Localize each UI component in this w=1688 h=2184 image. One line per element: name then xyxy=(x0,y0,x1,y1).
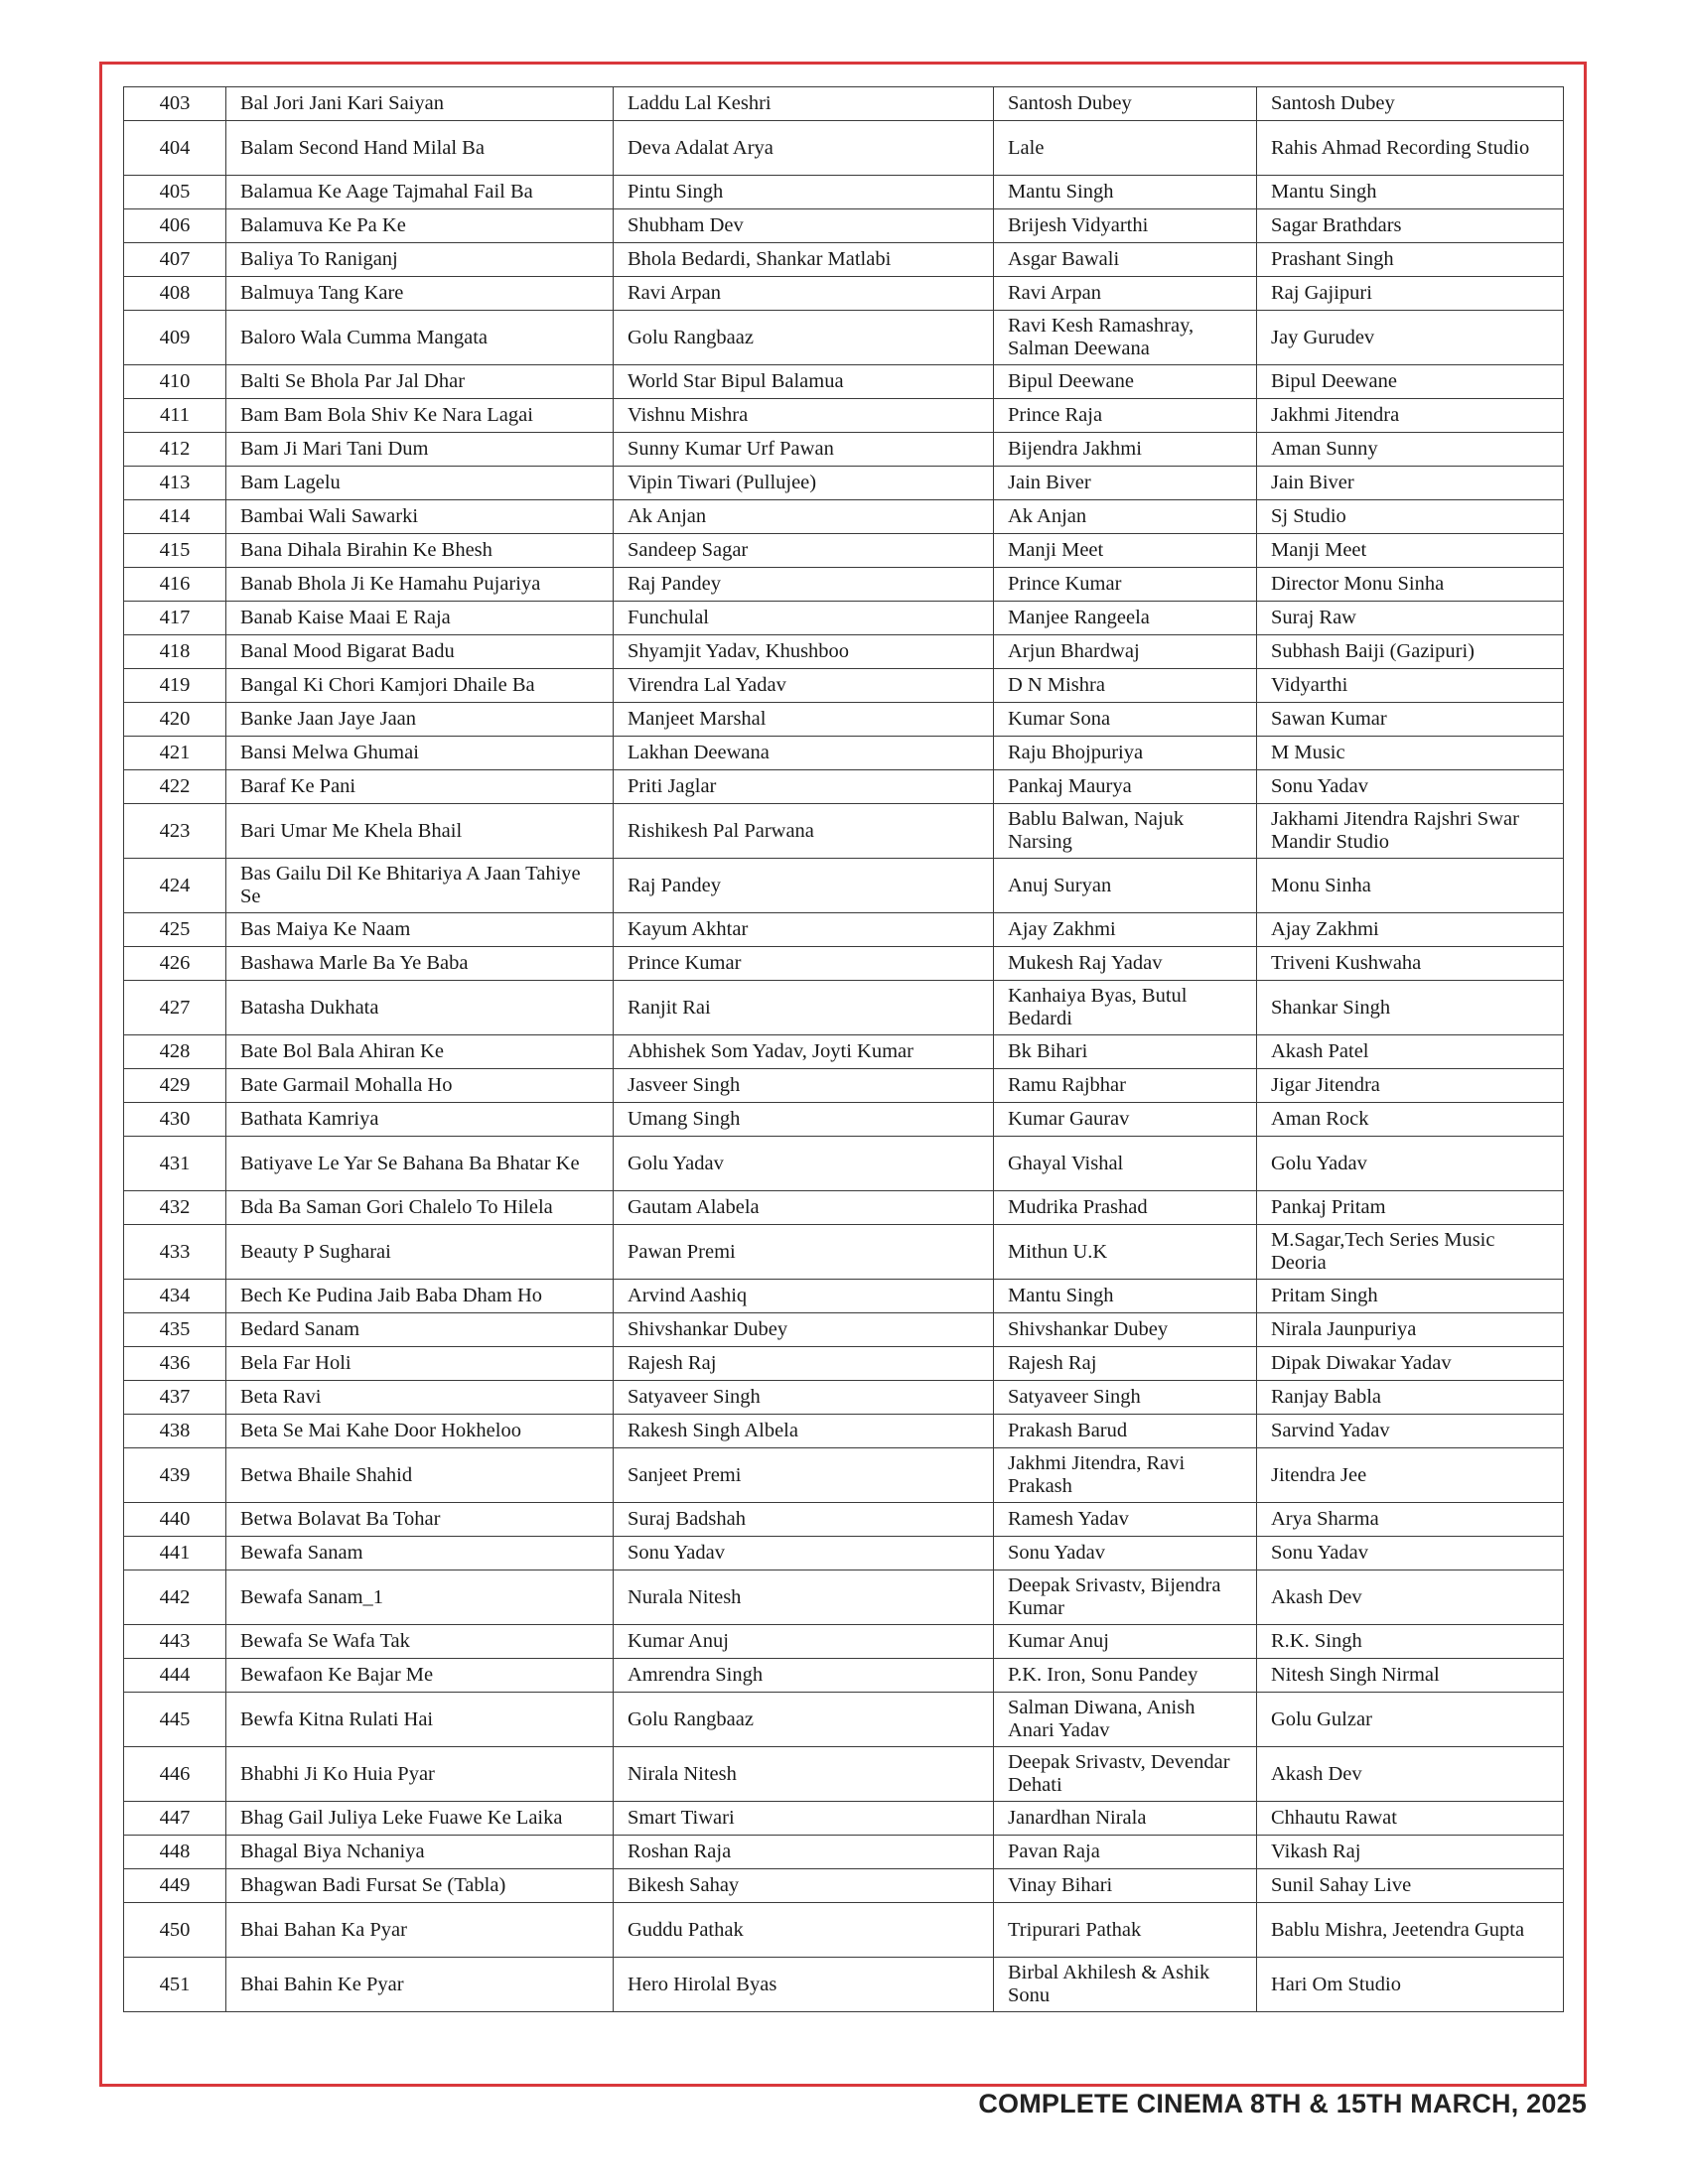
table-row xyxy=(124,859,1564,913)
serial-number-cell: 443 xyxy=(124,1625,226,1659)
table-row xyxy=(124,703,1564,737)
table-body xyxy=(124,87,1564,2012)
lyricist-cell: Manjee Rangeela xyxy=(994,602,1257,635)
lyricist-cell: Birbal Akhilesh & Ashik Sonu xyxy=(994,1958,1257,2012)
music-director-cell: Akash Dev xyxy=(1257,1747,1564,1802)
serial-number-cell: 418 xyxy=(124,635,226,669)
song-title-cell: Balam Second Hand Milal Ba xyxy=(226,121,614,176)
singer-cell: Manjeet Marshal xyxy=(614,703,994,737)
lyricist-cell: Prince Kumar xyxy=(994,568,1257,602)
singer-cell: Ak Anjan xyxy=(614,500,994,534)
table-row xyxy=(124,635,1564,669)
serial-number-cell: 439 xyxy=(124,1448,226,1503)
singer-cell: Bhola Bedardi, Shankar Matlabi xyxy=(614,243,994,277)
song-title-cell: Betwa Bolavat Ba Tohar xyxy=(226,1503,614,1537)
table-row xyxy=(124,947,1564,981)
song-title-cell: Balamuva Ke Pa Ke xyxy=(226,209,614,243)
lyricist-cell: Vinay Bihari xyxy=(994,1869,1257,1903)
lyricist-cell: Asgar Bawali xyxy=(994,243,1257,277)
serial-number-cell: 403 xyxy=(124,87,226,121)
lyricist-cell: Ajay Zakhmi xyxy=(994,913,1257,947)
singer-cell: Vishnu Mishra xyxy=(614,399,994,433)
lyricist-cell: Mudrika Prashad xyxy=(994,1191,1257,1225)
table-row xyxy=(124,121,1564,176)
singer-cell: Raj Pandey xyxy=(614,568,994,602)
table-row xyxy=(124,1958,1564,2012)
table-row xyxy=(124,1869,1564,1903)
table-row xyxy=(124,1836,1564,1869)
serial-number-cell: 429 xyxy=(124,1069,226,1103)
song-title-cell: Banab Bhola Ji Ke Hamahu Pujariya xyxy=(226,568,614,602)
song-title-cell: Banal Mood Bigarat Badu xyxy=(226,635,614,669)
song-title-cell: Bashawa Marle Ba Ye Baba xyxy=(226,947,614,981)
music-director-cell: Rahis Ahmad Recording Studio xyxy=(1257,121,1564,176)
music-director-cell: Sonu Yadav xyxy=(1257,770,1564,804)
table-row xyxy=(124,1693,1564,1747)
serial-number-cell: 428 xyxy=(124,1035,226,1069)
singer-cell: Hero Hirolal Byas xyxy=(614,1958,994,2012)
serial-number-cell: 421 xyxy=(124,737,226,770)
serial-number-cell: 450 xyxy=(124,1903,226,1958)
song-title-cell: Batiyave Le Yar Se Bahana Ba Bhatar Ke xyxy=(226,1137,614,1191)
table-row xyxy=(124,1570,1564,1625)
singer-cell: Vipin Tiwari (Pullujee) xyxy=(614,467,994,500)
singer-cell: Sandeep Sagar xyxy=(614,534,994,568)
singer-cell: Shyamjit Yadav, Khushboo xyxy=(614,635,994,669)
singer-cell: Golu Rangbaaz xyxy=(614,1693,994,1747)
music-director-cell: Ajay Zakhmi xyxy=(1257,913,1564,947)
music-director-cell: Shankar Singh xyxy=(1257,981,1564,1035)
song-title-cell: Bhag Gail Juliya Leke Fuawe Ke Laika xyxy=(226,1802,614,1836)
music-director-cell: Pankaj Pritam xyxy=(1257,1191,1564,1225)
song-title-cell: Bam Bam Bola Shiv Ke Nara Lagai xyxy=(226,399,614,433)
music-director-cell: Director Monu Sinha xyxy=(1257,568,1564,602)
serial-number-cell: 423 xyxy=(124,804,226,859)
lyricist-cell: Shivshankar Dubey xyxy=(994,1313,1257,1347)
lyricist-cell: Deepak Srivastv, Devendar Dehati xyxy=(994,1747,1257,1802)
music-director-cell: Sagar Brathdars xyxy=(1257,209,1564,243)
singer-cell: Sanjeet Premi xyxy=(614,1448,994,1503)
song-title-cell: Bate Bol Bala Ahiran Ke xyxy=(226,1035,614,1069)
table-row xyxy=(124,981,1564,1035)
serial-number-cell: 446 xyxy=(124,1747,226,1802)
song-title-cell: Bal Jori Jani Kari Saiyan xyxy=(226,87,614,121)
song-title-cell: Beauty P Sugharai xyxy=(226,1225,614,1280)
singer-cell: Ranjit Rai xyxy=(614,981,994,1035)
table-row xyxy=(124,1903,1564,1958)
singer-cell: Sunny Kumar Urf Pawan xyxy=(614,433,994,467)
lyricist-cell: Ravi Arpan xyxy=(994,277,1257,311)
song-title-cell: Bhai Bahan Ka Pyar xyxy=(226,1903,614,1958)
song-title-cell: Bas Gailu Dil Ke Bhitariya A Jaan Tahiye Se xyxy=(226,859,614,913)
table-row xyxy=(124,669,1564,703)
table-row xyxy=(124,87,1564,121)
lyricist-cell: Raju Bhojpuriya xyxy=(994,737,1257,770)
music-director-cell: Chhautu Rawat xyxy=(1257,1802,1564,1836)
music-director-cell: Subhash Baiji (Gazipuri) xyxy=(1257,635,1564,669)
music-director-cell: Nirala Jaunpuriya xyxy=(1257,1313,1564,1347)
table-row xyxy=(124,568,1564,602)
song-title-cell: Bhagwan Badi Fursat Se (Tabla) xyxy=(226,1869,614,1903)
lyricist-cell: Bk Bihari xyxy=(994,1035,1257,1069)
singer-cell: Priti Jaglar xyxy=(614,770,994,804)
song-title-cell: Batasha Dukhata xyxy=(226,981,614,1035)
singer-cell: Raj Pandey xyxy=(614,859,994,913)
music-director-cell: Sarvind Yadav xyxy=(1257,1415,1564,1448)
music-director-cell: Monu Sinha xyxy=(1257,859,1564,913)
singer-cell: Rishikesh Pal Parwana xyxy=(614,804,994,859)
singer-cell: Kumar Anuj xyxy=(614,1625,994,1659)
singer-cell: Guddu Pathak xyxy=(614,1903,994,1958)
serial-number-cell: 436 xyxy=(124,1347,226,1381)
music-director-cell: Golu Gulzar xyxy=(1257,1693,1564,1747)
song-title-cell: Bda Ba Saman Gori Chalelo To Hilela xyxy=(226,1191,614,1225)
music-director-cell: Jigar Jitendra xyxy=(1257,1069,1564,1103)
music-director-cell: Ranjay Babla xyxy=(1257,1381,1564,1415)
serial-number-cell: 425 xyxy=(124,913,226,947)
lyricist-cell: Bablu Balwan, Najuk Narsing xyxy=(994,804,1257,859)
singer-cell: Amrendra Singh xyxy=(614,1659,994,1693)
song-title-cell: Bana Dihala Birahin Ke Bhesh xyxy=(226,534,614,568)
serial-number-cell: 422 xyxy=(124,770,226,804)
music-director-cell: Manji Meet xyxy=(1257,534,1564,568)
song-title-cell: Bhagal Biya Nchaniya xyxy=(226,1836,614,1869)
music-director-cell: Triveni Kushwaha xyxy=(1257,947,1564,981)
serial-number-cell: 444 xyxy=(124,1659,226,1693)
music-director-cell: Golu Yadav xyxy=(1257,1137,1564,1191)
table-row xyxy=(124,1448,1564,1503)
table-row xyxy=(124,913,1564,947)
lyricist-cell: Satyaveer Singh xyxy=(994,1381,1257,1415)
music-director-cell: Dipak Diwakar Yadav xyxy=(1257,1347,1564,1381)
singer-cell: Umang Singh xyxy=(614,1103,994,1137)
singer-cell: Virendra Lal Yadav xyxy=(614,669,994,703)
song-title-cell: Bansi Melwa Ghumai xyxy=(226,737,614,770)
table-row xyxy=(124,602,1564,635)
lyricist-cell: Mantu Singh xyxy=(994,1280,1257,1313)
music-director-cell: Jakhami Jitendra Rajshri Swar Mandir Studio xyxy=(1257,804,1564,859)
lyricist-cell: Brijesh Vidyarthi xyxy=(994,209,1257,243)
serial-number-cell: 406 xyxy=(124,209,226,243)
lyricist-cell: Kumar Gaurav xyxy=(994,1103,1257,1137)
singer-cell: Golu Yadav xyxy=(614,1137,994,1191)
song-title-cell: Bas Maiya Ke Naam xyxy=(226,913,614,947)
lyricist-cell: Mantu Singh xyxy=(994,176,1257,209)
serial-number-cell: 413 xyxy=(124,467,226,500)
music-director-cell: Sunil Sahay Live xyxy=(1257,1869,1564,1903)
table-row xyxy=(124,804,1564,859)
table-row xyxy=(124,1280,1564,1313)
song-title-cell: Bech Ke Pudina Jaib Baba Dham Ho xyxy=(226,1280,614,1313)
table-row xyxy=(124,1137,1564,1191)
music-director-cell: Aman Rock xyxy=(1257,1103,1564,1137)
serial-number-cell: 435 xyxy=(124,1313,226,1347)
song-title-cell: Bewafa Sanam_1 xyxy=(226,1570,614,1625)
serial-number-cell: 440 xyxy=(124,1503,226,1537)
serial-number-cell: 411 xyxy=(124,399,226,433)
song-title-cell: Beta Se Mai Kahe Door Hokheloo xyxy=(226,1415,614,1448)
singer-cell: Laddu Lal Keshri xyxy=(614,87,994,121)
table-row xyxy=(124,1103,1564,1137)
lyricist-cell: Jakhmi Jitendra, Ravi Prakash xyxy=(994,1448,1257,1503)
lyricist-cell: Ghayal Vishal xyxy=(994,1137,1257,1191)
song-title-cell: Bambai Wali Sawarki xyxy=(226,500,614,534)
table-row xyxy=(124,243,1564,277)
music-director-cell: M Music xyxy=(1257,737,1564,770)
serial-number-cell: 419 xyxy=(124,669,226,703)
serial-number-cell: 414 xyxy=(124,500,226,534)
song-title-cell: Baloro Wala Cumma Mangata xyxy=(226,311,614,365)
lyricist-cell: Sonu Yadav xyxy=(994,1537,1257,1570)
music-director-cell: Suraj Raw xyxy=(1257,602,1564,635)
serial-number-cell: 447 xyxy=(124,1802,226,1836)
table-row xyxy=(124,1537,1564,1570)
music-director-cell: Raj Gajipuri xyxy=(1257,277,1564,311)
table-row xyxy=(124,433,1564,467)
lyricist-cell: Pankaj Maurya xyxy=(994,770,1257,804)
serial-number-cell: 404 xyxy=(124,121,226,176)
singer-cell: Arvind Aashiq xyxy=(614,1280,994,1313)
table-row xyxy=(124,1625,1564,1659)
serial-number-cell: 432 xyxy=(124,1191,226,1225)
lyricist-cell: Kumar Sona xyxy=(994,703,1257,737)
song-title-cell: Betwa Bhaile Shahid xyxy=(226,1448,614,1503)
music-director-cell: Akash Patel xyxy=(1257,1035,1564,1069)
table-row xyxy=(124,1802,1564,1836)
serial-number-cell: 433 xyxy=(124,1225,226,1280)
music-director-cell: Arya Sharma xyxy=(1257,1503,1564,1537)
table-row xyxy=(124,1747,1564,1802)
table-row xyxy=(124,277,1564,311)
singer-cell: Shubham Dev xyxy=(614,209,994,243)
lyricist-cell: Rajesh Raj xyxy=(994,1347,1257,1381)
serial-number-cell: 408 xyxy=(124,277,226,311)
song-title-cell: Baraf Ke Pani xyxy=(226,770,614,804)
song-title-cell: Bhabhi Ji Ko Huia Pyar xyxy=(226,1747,614,1802)
song-title-cell: Bangal Ki Chori Kamjori Dhaile Ba xyxy=(226,669,614,703)
song-title-cell: Banab Kaise Maai E Raja xyxy=(226,602,614,635)
singer-cell: Lakhan Deewana xyxy=(614,737,994,770)
singer-cell: Sonu Yadav xyxy=(614,1537,994,1570)
lyricist-cell: Ravi Kesh Ramashray, Salman Deewana xyxy=(994,311,1257,365)
lyricist-cell: Janardhan Nirala xyxy=(994,1802,1257,1836)
table-row xyxy=(124,467,1564,500)
music-director-cell: Sawan Kumar xyxy=(1257,703,1564,737)
serial-number-cell: 448 xyxy=(124,1836,226,1869)
serial-number-cell: 405 xyxy=(124,176,226,209)
table-row xyxy=(124,500,1564,534)
table-row xyxy=(124,1659,1564,1693)
lyricist-cell: Pavan Raja xyxy=(994,1836,1257,1869)
singer-cell: Kayum Akhtar xyxy=(614,913,994,947)
singer-cell: Nurala Nitesh xyxy=(614,1570,994,1625)
table-row xyxy=(124,1225,1564,1280)
music-director-cell: Jay Gurudev xyxy=(1257,311,1564,365)
serial-number-cell: 409 xyxy=(124,311,226,365)
singer-cell: Nirala Nitesh xyxy=(614,1747,994,1802)
song-title-cell: Bhai Bahin Ke Pyar xyxy=(226,1958,614,2012)
serial-number-cell: 407 xyxy=(124,243,226,277)
music-director-cell: Sonu Yadav xyxy=(1257,1537,1564,1570)
singer-cell: Rajesh Raj xyxy=(614,1347,994,1381)
table-row xyxy=(124,311,1564,365)
lyricist-cell: D N Mishra xyxy=(994,669,1257,703)
lyricist-cell: P.K. Iron, Sonu Pandey xyxy=(994,1659,1257,1693)
singer-cell: Rakesh Singh Albela xyxy=(614,1415,994,1448)
singer-cell: Prince Kumar xyxy=(614,947,994,981)
table-row xyxy=(124,209,1564,243)
music-director-cell: Pritam Singh xyxy=(1257,1280,1564,1313)
serial-number-cell: 416 xyxy=(124,568,226,602)
serial-number-cell: 431 xyxy=(124,1137,226,1191)
music-director-cell: Hari Om Studio xyxy=(1257,1958,1564,2012)
music-director-cell: Bipul Deewane xyxy=(1257,365,1564,399)
table-row xyxy=(124,1069,1564,1103)
table-row xyxy=(124,1415,1564,1448)
song-title-cell: Bedard Sanam xyxy=(226,1313,614,1347)
song-title-cell: Bam Lagelu xyxy=(226,467,614,500)
song-title-cell: Bate Garmail Mohalla Ho xyxy=(226,1069,614,1103)
table-row xyxy=(124,1191,1564,1225)
song-title-cell: Banke Jaan Jaye Jaan xyxy=(226,703,614,737)
song-title-cell: Balti Se Bhola Par Jal Dhar xyxy=(226,365,614,399)
song-title-cell: Bewafa Se Wafa Tak xyxy=(226,1625,614,1659)
lyricist-cell: Ramesh Yadav xyxy=(994,1503,1257,1537)
singer-cell: Jasveer Singh xyxy=(614,1069,994,1103)
singer-cell: Suraj Badshah xyxy=(614,1503,994,1537)
serial-number-cell: 438 xyxy=(124,1415,226,1448)
song-title-cell: Beta Ravi xyxy=(226,1381,614,1415)
singer-cell: Ravi Arpan xyxy=(614,277,994,311)
serial-number-cell: 430 xyxy=(124,1103,226,1137)
music-director-cell: Sj Studio xyxy=(1257,500,1564,534)
lyricist-cell: Kumar Anuj xyxy=(994,1625,1257,1659)
music-director-cell: Jain Biver xyxy=(1257,467,1564,500)
song-title-cell: Bela Far Holi xyxy=(226,1347,614,1381)
table-row xyxy=(124,1035,1564,1069)
lyricist-cell: Ak Anjan xyxy=(994,500,1257,534)
song-title-cell: Bewfa Kitna Rulati Hai xyxy=(226,1693,614,1747)
table-row xyxy=(124,1381,1564,1415)
song-credits-table xyxy=(123,86,1564,2012)
table-row xyxy=(124,1503,1564,1537)
lyricist-cell: Jain Biver xyxy=(994,467,1257,500)
serial-number-cell: 417 xyxy=(124,602,226,635)
song-title-cell: Baliya To Raniganj xyxy=(226,243,614,277)
music-director-cell: Santosh Dubey xyxy=(1257,87,1564,121)
table-row xyxy=(124,770,1564,804)
music-director-cell: Aman Sunny xyxy=(1257,433,1564,467)
table-row xyxy=(124,365,1564,399)
lyricist-cell: Tripurari Pathak xyxy=(994,1903,1257,1958)
music-director-cell: Vidyarthi xyxy=(1257,669,1564,703)
serial-number-cell: 441 xyxy=(124,1537,226,1570)
song-title-cell: Bam Ji Mari Tani Dum xyxy=(226,433,614,467)
song-title-cell: Bewafaon Ke Bajar Me xyxy=(226,1659,614,1693)
serial-number-cell: 442 xyxy=(124,1570,226,1625)
singer-cell: Smart Tiwari xyxy=(614,1802,994,1836)
singer-cell: World Star Bipul Balamua xyxy=(614,365,994,399)
lyricist-cell: Manji Meet xyxy=(994,534,1257,568)
serial-number-cell: 434 xyxy=(124,1280,226,1313)
lyricist-cell: Mukesh Raj Yadav xyxy=(994,947,1257,981)
singer-cell: Bikesh Sahay xyxy=(614,1869,994,1903)
lyricist-cell: Mithun U.K xyxy=(994,1225,1257,1280)
music-director-cell: Jakhmi Jitendra xyxy=(1257,399,1564,433)
singer-cell: Pawan Premi xyxy=(614,1225,994,1280)
lyricist-cell: Lale xyxy=(994,121,1257,176)
lyricist-cell: Bijendra Jakhmi xyxy=(994,433,1257,467)
lyricist-cell: Salman Diwana, Anish Anari Yadav xyxy=(994,1693,1257,1747)
serial-number-cell: 420 xyxy=(124,703,226,737)
singer-cell: Golu Rangbaaz xyxy=(614,311,994,365)
music-director-cell: Akash Dev xyxy=(1257,1570,1564,1625)
serial-number-cell: 451 xyxy=(124,1958,226,2012)
music-director-cell: Prashant Singh xyxy=(1257,243,1564,277)
lyricist-cell: Deepak Srivastv, Bijendra Kumar xyxy=(994,1570,1257,1625)
song-title-cell: Bathata Kamriya xyxy=(226,1103,614,1137)
table-row xyxy=(124,1313,1564,1347)
lyricist-cell: Prince Raja xyxy=(994,399,1257,433)
song-title-cell: Bari Umar Me Khela Bhail xyxy=(226,804,614,859)
publication-footer: COMPLETE CINEMA 8TH & 15TH MARCH, 2025 xyxy=(978,2089,1587,2118)
song-title-cell: Balamua Ke Aage Tajmahal Fail Ba xyxy=(226,176,614,209)
music-director-cell: Bablu Mishra, Jeetendra Gupta xyxy=(1257,1903,1564,1958)
table-row xyxy=(124,737,1564,770)
singer-cell: Pintu Singh xyxy=(614,176,994,209)
lyricist-cell: Kanhaiya Byas, Butul Bedardi xyxy=(994,981,1257,1035)
singer-cell: Shivshankar Dubey xyxy=(614,1313,994,1347)
table-row xyxy=(124,176,1564,209)
song-title-cell: Bewafa Sanam xyxy=(226,1537,614,1570)
singer-cell: Funchulal xyxy=(614,602,994,635)
serial-number-cell: 437 xyxy=(124,1381,226,1415)
singer-cell: Abhishek Som Yadav, Joyti Kumar xyxy=(614,1035,994,1069)
serial-number-cell: 415 xyxy=(124,534,226,568)
lyricist-cell: Ramu Rajbhar xyxy=(994,1069,1257,1103)
singer-cell: Roshan Raja xyxy=(614,1836,994,1869)
music-director-cell: Mantu Singh xyxy=(1257,176,1564,209)
serial-number-cell: 427 xyxy=(124,981,226,1035)
lyricist-cell: Arjun Bhardwaj xyxy=(994,635,1257,669)
lyricist-cell: Santosh Dubey xyxy=(994,87,1257,121)
lyricist-cell: Prakash Barud xyxy=(994,1415,1257,1448)
serial-number-cell: 449 xyxy=(124,1869,226,1903)
lyricist-cell: Anuj Suryan xyxy=(994,859,1257,913)
music-director-cell: Nitesh Singh Nirmal xyxy=(1257,1659,1564,1693)
serial-number-cell: 426 xyxy=(124,947,226,981)
table-row xyxy=(124,534,1564,568)
lyricist-cell: Bipul Deewane xyxy=(994,365,1257,399)
serial-number-cell: 410 xyxy=(124,365,226,399)
table-row xyxy=(124,399,1564,433)
table-row xyxy=(124,1347,1564,1381)
serial-number-cell: 445 xyxy=(124,1693,226,1747)
music-director-cell: Jitendra Jee xyxy=(1257,1448,1564,1503)
serial-number-cell: 424 xyxy=(124,859,226,913)
singer-cell: Satyaveer Singh xyxy=(614,1381,994,1415)
song-title-cell: Balmuya Tang Kare xyxy=(226,277,614,311)
music-director-cell: R.K. Singh xyxy=(1257,1625,1564,1659)
music-director-cell: M.Sagar,Tech Series Music Deoria xyxy=(1257,1225,1564,1280)
singer-cell: Deva Adalat Arya xyxy=(614,121,994,176)
music-director-cell: Vikash Raj xyxy=(1257,1836,1564,1869)
serial-number-cell: 412 xyxy=(124,433,226,467)
singer-cell: Gautam Alabela xyxy=(614,1191,994,1225)
